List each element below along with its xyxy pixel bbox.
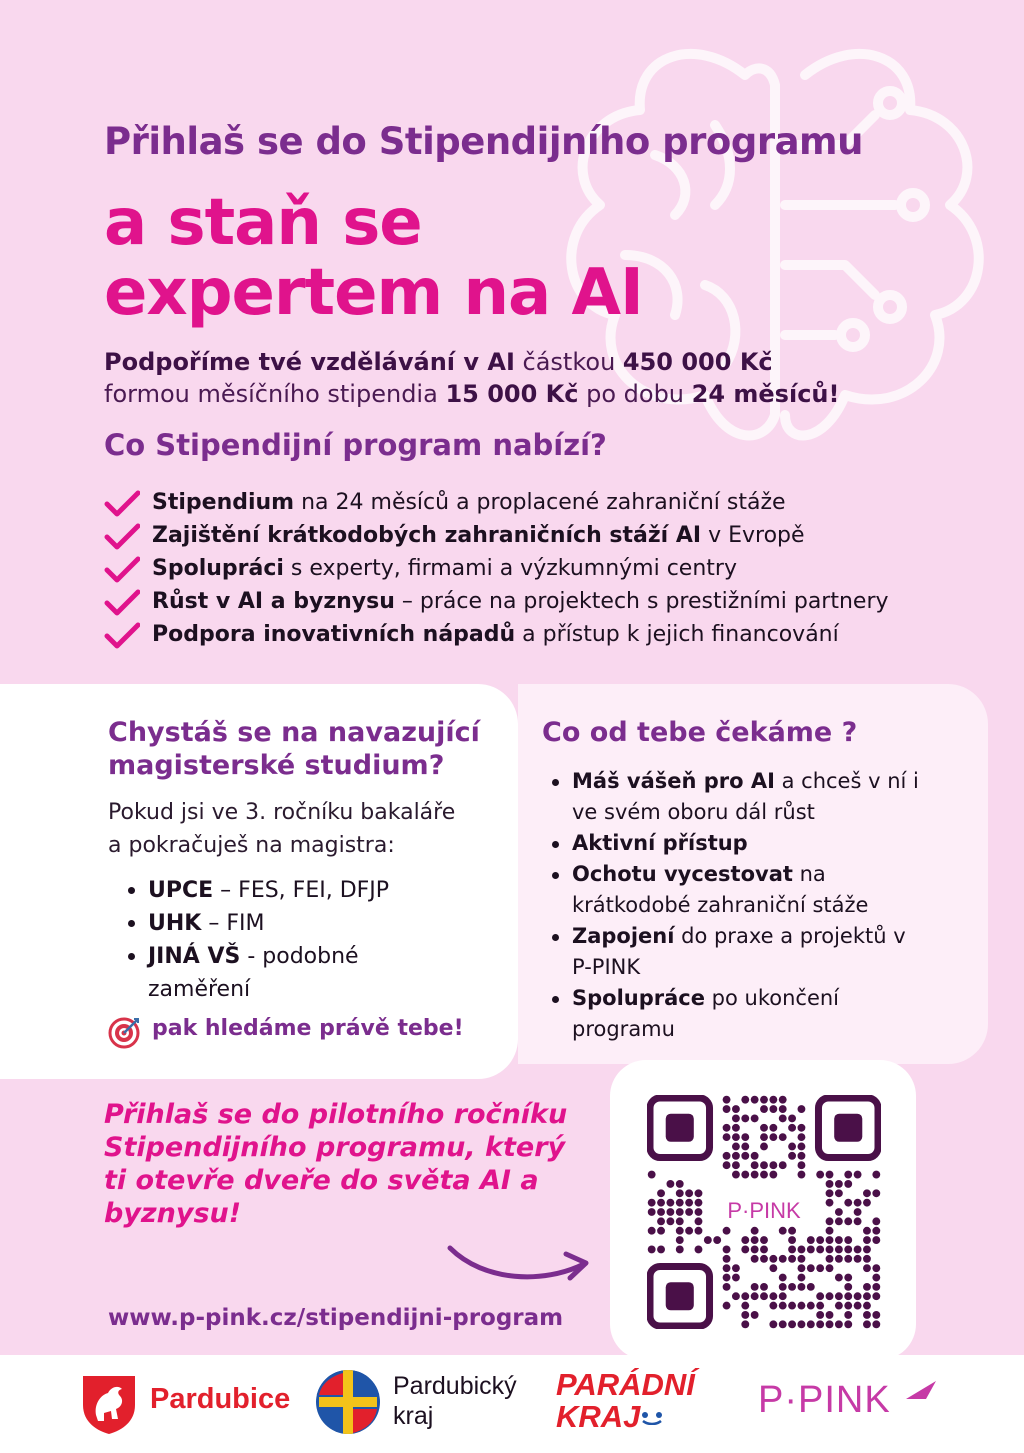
qr-module [769, 1264, 777, 1272]
qr-module [723, 1264, 731, 1272]
checkmark-icon [104, 490, 140, 518]
qr-module [723, 1133, 731, 1141]
expectations-heading: Co od tebe čekáme ? [542, 717, 858, 748]
cta-text: Přihlaš se do pilotního ročníku Stipendijního programu, který ti otevře dveře do světa AI a byznysu! [104, 1099, 568, 1229]
lead-paragraph [104, 346, 839, 410]
offer-item [104, 486, 889, 519]
qr-module [648, 1199, 656, 1207]
qr-module [769, 1133, 777, 1141]
qr-module [835, 1302, 843, 1310]
qr-module [769, 1124, 777, 1132]
qr-module [854, 1302, 862, 1310]
list-item: Spolupráce po ukončení programu [550, 983, 920, 1045]
list-item: Aktivní přístup [550, 828, 920, 859]
qr-module [648, 1246, 656, 1254]
qr-module [760, 1133, 768, 1141]
qr-module [751, 1171, 759, 1179]
qr-module [816, 1246, 824, 1254]
qr-module [732, 1152, 740, 1160]
qr-module [835, 1208, 843, 1216]
qr-module [835, 1180, 843, 1188]
offer-item [104, 552, 889, 585]
offer-item [104, 618, 889, 651]
qr-module [788, 1124, 796, 1132]
qr-module [854, 1217, 862, 1225]
qr-module [779, 1114, 787, 1122]
qr-module [779, 1096, 787, 1104]
qr-module [666, 1208, 674, 1216]
title-line-1: Přihlaš se do Stipendijního programu [104, 120, 863, 163]
qr-module [732, 1114, 740, 1122]
qr-module [788, 1246, 796, 1254]
qr-module [732, 1124, 740, 1132]
checkmark-icon [104, 589, 140, 617]
qr-module [723, 1283, 731, 1291]
qr-module [779, 1105, 787, 1113]
qr-module [788, 1114, 796, 1122]
list-item: Zapojení do praxe a projektů v P-PINK [550, 921, 920, 983]
qr-module [676, 1246, 684, 1254]
qr-module [798, 1246, 806, 1254]
qr-module [666, 1180, 674, 1188]
qr-module [844, 1292, 852, 1300]
lead-duration: 24 měsíců! [691, 380, 840, 408]
qr-module [704, 1236, 712, 1244]
qr-module [676, 1217, 684, 1225]
qr-module [723, 1105, 731, 1113]
list-item: Máš vášeň pro AI a chceš v ní i ve svém oboru dál růst [550, 766, 920, 828]
qr-module [732, 1143, 740, 1151]
qr-module [751, 1114, 759, 1122]
qr-module [863, 1320, 871, 1328]
qr-module [685, 1227, 693, 1235]
qr-module [798, 1171, 806, 1179]
qr-module [751, 1311, 759, 1319]
qr-module [695, 1199, 703, 1207]
qr-module [741, 1143, 749, 1151]
qr-module [685, 1199, 693, 1207]
offer-item-text: na 24 měsíců a proplacené zahraniční stáže [294, 490, 786, 515]
qr-module [798, 1274, 806, 1282]
qr-module [695, 1189, 703, 1197]
qr-module [779, 1227, 787, 1235]
qr-module [676, 1180, 684, 1188]
qr-module [835, 1246, 843, 1254]
qr-module [872, 1283, 880, 1291]
checkmark-icon [104, 622, 140, 650]
qr-module [723, 1227, 731, 1235]
qr-module [854, 1246, 862, 1254]
qr-module [732, 1105, 740, 1113]
qr-module [788, 1320, 796, 1328]
qr-module [676, 1236, 684, 1244]
qr-module [676, 1227, 684, 1235]
qr-module [723, 1152, 731, 1160]
qr-module [807, 1264, 815, 1272]
qr-module [798, 1255, 806, 1263]
title-line-2a: a staň se [104, 186, 422, 260]
qr-module [816, 1236, 824, 1244]
pardubicky-kraj-logo-text: Pardubický kraj [393, 1372, 517, 1430]
master-study-intro: Pokud jsi ve 3. ročníku bakaláře a pokračuješ na magistra: [108, 800, 456, 858]
qr-module [723, 1161, 731, 1169]
qr-module [657, 1199, 665, 1207]
qr-module [741, 1302, 749, 1310]
qr-module [769, 1171, 777, 1179]
qr-module [760, 1096, 768, 1104]
qr-module [769, 1161, 777, 1169]
qr-module [844, 1199, 852, 1207]
qr-module [741, 1246, 749, 1254]
qr-module [741, 1236, 749, 1244]
qr-module [835, 1320, 843, 1328]
qr-module [779, 1302, 787, 1310]
qr-module [788, 1143, 796, 1151]
qr-module [863, 1236, 871, 1244]
list-item: JINÁ VŠ - podobné zaměření [126, 940, 426, 1006]
qr-module [854, 1255, 862, 1263]
qr-module [741, 1171, 749, 1179]
qr-module [760, 1236, 768, 1244]
qr-module [695, 1227, 703, 1235]
qr-module [676, 1199, 684, 1207]
qr-module [844, 1180, 852, 1188]
qr-module [872, 1236, 880, 1244]
ppink-logo-text: P·PINK [758, 1379, 891, 1421]
offer-item-bold: Stipendium [152, 490, 295, 515]
qr-module [779, 1274, 787, 1282]
checkmark-icon [104, 523, 140, 551]
find-you-text: pak hledáme právě tebe! [152, 1016, 464, 1041]
list-item: Ochotu vycestovat na krátkodobé zahraniční stáže [550, 859, 920, 921]
qr-module [769, 1302, 777, 1310]
qr-module [741, 1133, 749, 1141]
pardubice-logo-text: Pardubice [150, 1383, 291, 1415]
qr-module [648, 1227, 656, 1235]
pardubicky-kraj-emblem-icon [315, 1367, 381, 1437]
qr-module [695, 1208, 703, 1216]
qr-module [751, 1161, 759, 1169]
qr-module [741, 1096, 749, 1104]
qr-module [798, 1124, 806, 1132]
qr-module [788, 1302, 796, 1310]
qr-module [751, 1292, 759, 1300]
offer-item-text: v Evropě [701, 523, 805, 548]
qr-module [769, 1105, 777, 1113]
qr-module [844, 1311, 852, 1319]
list-item: UPCE – FES, FEI, DFJP [126, 874, 426, 907]
qr-module [676, 1189, 684, 1197]
qr-module [666, 1199, 674, 1207]
qr-module [723, 1255, 731, 1263]
lead-amount: 450 000 Kč [622, 348, 773, 376]
university-list [126, 874, 426, 1006]
qr-module [798, 1320, 806, 1328]
program-url-link[interactable]: www.p-pink.cz/stipendijni-program [108, 1305, 564, 1331]
qr-module [769, 1292, 777, 1300]
qr-module [788, 1283, 796, 1291]
qr-module [798, 1302, 806, 1310]
qr-module [872, 1217, 880, 1225]
qr-module [788, 1255, 796, 1263]
qr-module [723, 1096, 731, 1104]
qr-module [863, 1264, 871, 1272]
qr-module [760, 1246, 768, 1254]
qr-module [798, 1152, 806, 1160]
qr-module [732, 1292, 740, 1300]
qr-module [807, 1320, 815, 1328]
qr-module [676, 1208, 684, 1216]
qr-finder-inner [834, 1114, 862, 1142]
qr-module [751, 1096, 759, 1104]
qr-module [788, 1236, 796, 1244]
qr-module [826, 1246, 834, 1254]
offer-item-text: – práce na projektech s prestižními partnery [394, 589, 889, 614]
qr-module [844, 1283, 852, 1291]
qr-center-label: P·PINK [727, 1198, 801, 1223]
qr-module [732, 1264, 740, 1272]
qr-module [872, 1274, 880, 1282]
qr-module [863, 1246, 871, 1254]
lead-bold: Podpoříme tvé vzdělávání v AI [104, 348, 515, 376]
qr-module [872, 1171, 880, 1179]
qr-module [741, 1320, 749, 1328]
qr-module [835, 1189, 843, 1197]
qr-module [732, 1133, 740, 1141]
lead-text: částkou [514, 348, 623, 376]
offer-heading: Co Stipendijní program nabízí? [104, 428, 607, 462]
qr-module [751, 1236, 759, 1244]
qr-module [863, 1292, 871, 1300]
qr-module [826, 1227, 834, 1235]
qr-module [741, 1152, 749, 1160]
qr-module [751, 1283, 759, 1291]
qr-module [835, 1236, 843, 1244]
qr-module [835, 1217, 843, 1225]
qr-module [863, 1255, 871, 1263]
qr-module [760, 1171, 768, 1179]
qr-module [807, 1236, 815, 1244]
lead-monthly-amount: 15 000 Kč [445, 380, 579, 408]
qr-module [826, 1236, 834, 1244]
qr-module [844, 1274, 852, 1282]
qr-module [826, 1189, 834, 1197]
qr-module [872, 1227, 880, 1235]
qr-module [713, 1236, 721, 1244]
qr-module [769, 1096, 777, 1104]
qr-module [798, 1264, 806, 1272]
lead-text-3: po dobu [578, 380, 692, 408]
lead-text-2: formou měsíčního stipendia [104, 380, 446, 408]
title-line-2b: expertem na AI [104, 256, 643, 330]
qr-module [779, 1292, 787, 1300]
qr-module [798, 1283, 806, 1291]
qr-module [844, 1302, 852, 1310]
qr-module [826, 1171, 834, 1179]
qr-module [760, 1292, 768, 1300]
qr-module [779, 1320, 787, 1328]
qr-module [807, 1246, 815, 1254]
qr-module [648, 1208, 656, 1216]
list-item: UHK – FIM [126, 907, 426, 940]
qr-module [872, 1311, 880, 1319]
qr-module [816, 1292, 824, 1300]
qr-module [826, 1311, 834, 1319]
qr-finder-inner [666, 1114, 694, 1142]
title-main [104, 188, 643, 328]
qr-module [826, 1180, 834, 1188]
ppink-arrow-icon [904, 1379, 938, 1401]
qr-module [723, 1124, 731, 1132]
qr-module [826, 1264, 834, 1272]
qr-module [844, 1217, 852, 1225]
offer-item [104, 519, 889, 552]
qr-module [835, 1292, 843, 1300]
qr-module [648, 1171, 656, 1179]
target-icon [108, 1017, 140, 1049]
qr-module [872, 1292, 880, 1300]
qr-module [751, 1255, 759, 1263]
qr-module [760, 1161, 768, 1169]
qr-module [695, 1246, 703, 1254]
qr-module [826, 1292, 834, 1300]
offer-list [104, 486, 889, 651]
qr-module [732, 1171, 740, 1179]
arrow-icon [444, 1238, 594, 1288]
qr-module [872, 1189, 880, 1197]
qr-module [788, 1227, 796, 1235]
offer-item-bold: Podpora inovativních nápadů [152, 622, 516, 647]
offer-item-text: s experty, firmami a výzkumnými centry [283, 556, 737, 581]
qr-module [657, 1227, 665, 1235]
qr-module [798, 1143, 806, 1151]
expectations-list [550, 766, 920, 1045]
qr-module [863, 1199, 871, 1207]
qr-module [844, 1320, 852, 1328]
qr-module [760, 1283, 768, 1291]
qr-module [760, 1255, 768, 1263]
qr-module [695, 1217, 703, 1225]
offer-item [104, 585, 889, 618]
qr-module [816, 1311, 824, 1319]
qr-module [835, 1274, 843, 1282]
qr-module [844, 1255, 852, 1263]
qr-module [863, 1302, 871, 1310]
qr-module [657, 1208, 665, 1216]
qr-module [741, 1292, 749, 1300]
qr-module [732, 1274, 740, 1282]
footer-logos [0, 1355, 1024, 1453]
checkmark-icon [104, 556, 140, 584]
qr-module [807, 1283, 815, 1291]
qr-module [723, 1246, 731, 1254]
qr-module [816, 1171, 824, 1179]
offer-item-bold: Spolupráci [152, 556, 284, 581]
pardubice-coat-of-arms-icon [80, 1373, 138, 1435]
qr-module [826, 1217, 834, 1225]
qr-module [779, 1255, 787, 1263]
qr-module [816, 1320, 824, 1328]
offer-item-bold: Růst v AI a byznysu [152, 589, 395, 614]
qr-module [723, 1302, 731, 1310]
qr-module [741, 1114, 749, 1122]
qr-module [798, 1161, 806, 1169]
qr-module [685, 1189, 693, 1197]
qr-module [816, 1264, 824, 1272]
qr-module [685, 1208, 693, 1216]
qr-module [657, 1189, 665, 1197]
smile-dots-icon [640, 1411, 664, 1425]
qr-module [835, 1255, 843, 1263]
qr-module [844, 1171, 852, 1179]
qr-module [741, 1311, 749, 1319]
qr-module [854, 1199, 862, 1207]
master-study-heading: Chystáš se na navazující magisterské studium? [108, 717, 480, 781]
qr-module [844, 1236, 852, 1244]
qr-module [769, 1320, 777, 1328]
qr-module [723, 1274, 731, 1282]
qr-module [863, 1227, 871, 1235]
qr-module [854, 1171, 862, 1179]
qr-module [760, 1143, 768, 1151]
qr-module [779, 1133, 787, 1141]
qr-module [751, 1246, 759, 1254]
qr-module [760, 1105, 768, 1113]
qr-module [751, 1152, 759, 1160]
qr-module [863, 1189, 871, 1197]
qr-module [826, 1320, 834, 1328]
qr-module [872, 1264, 880, 1272]
qr-module [798, 1105, 806, 1113]
qr-module [863, 1283, 871, 1291]
qr-module [816, 1302, 824, 1310]
qr-module [769, 1255, 777, 1263]
qr-module [807, 1302, 815, 1310]
qr-module [854, 1292, 862, 1300]
qr-module [788, 1152, 796, 1160]
offer-item-bold: Zajištění krátkodobých zahraničních stáží AI [152, 523, 702, 548]
qr-module [657, 1217, 665, 1225]
qr-module [826, 1199, 834, 1207]
qr-finder-inner [666, 1282, 694, 1310]
qr-module [779, 1283, 787, 1291]
qr-module [826, 1255, 834, 1263]
qr-module [751, 1227, 759, 1235]
qr-module [657, 1246, 665, 1254]
qr-module [844, 1246, 852, 1254]
qr-module [798, 1133, 806, 1141]
qr-module [863, 1311, 871, 1319]
qr-module [854, 1208, 862, 1216]
qr-module [872, 1320, 880, 1328]
qr-module [732, 1161, 740, 1169]
qr-module [666, 1217, 674, 1225]
qr-module [760, 1124, 768, 1132]
paradni-kraj-logo-text: PARÁDNÍ KRAJ [556, 1367, 695, 1434]
offer-item-text: a přístup k jejich financování [515, 622, 839, 647]
qr-code[interactable] [647, 1095, 881, 1329]
qr-module [779, 1161, 787, 1169]
